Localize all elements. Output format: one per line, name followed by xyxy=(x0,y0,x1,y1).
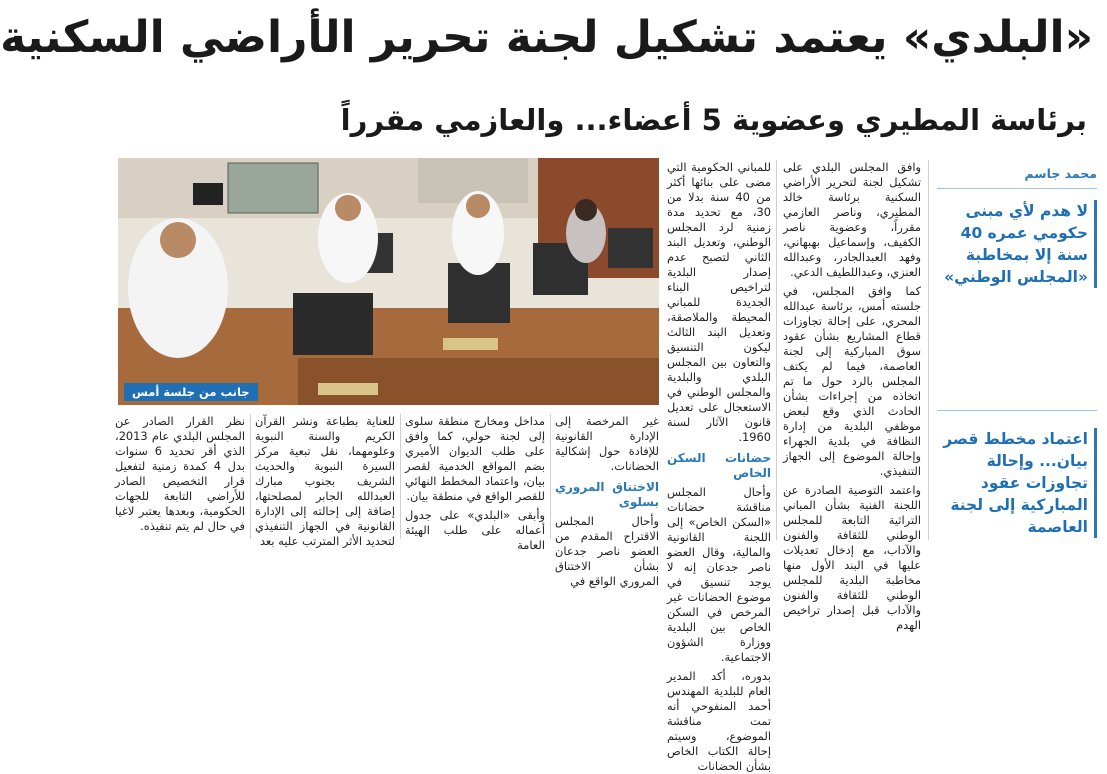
article-column-c xyxy=(255,414,395,548)
sidebar xyxy=(937,160,1097,540)
paragraph: بدوره، أكد المدير العام للبلدية المهندس أحمد المنفوحي أنه تمت مناقشة الموضوع، وسيتم إحالة الكتاب الخاص بشأن الحضانات xyxy=(667,669,771,773)
column-separator xyxy=(400,414,401,539)
sidebar-highlight-1: لا هدم لأي مبنى حكومي عمره 40 سنة إلا بمخاطبة «المجلس الوطني» xyxy=(937,200,1097,288)
headline: «البلدي» يعتمد تشكيل لجنة تحرير الأراضي السكنية xyxy=(0,12,1093,63)
author-byline: محمد جاسم xyxy=(1024,166,1097,181)
paragraph: للعناية بطباعة ونشر القرآن الكريم والسنة النبوية وعلومهما، نقل تبعية مركز السيرة النبوية والحديث الشريف بجنوب مبارك العبدالله الجابر لمصلحتها، إضافة إلى إحالته إلى الإدارة القانونية في الجهاز التنفيذي لتحديد الأثر المترتب عليه بعد xyxy=(255,414,395,548)
sidebar-highlight-2: اعتماد مخطط قصر بيان... وإحالة تجاوزات عقود المباركية إلى لجنة العاصمة xyxy=(937,428,1097,538)
paragraph: وأبقى «البلدي» على جدول أعماله على طلب الهيئة العامة xyxy=(405,508,545,552)
article-column-2 xyxy=(667,160,771,773)
article-column-b xyxy=(405,414,545,552)
paragraph: وأحال المجلس الاقتراح المقدم من العضو ناصر جدعان بشأن الاختناق المروري الواقع في xyxy=(555,514,659,588)
subheadline: برئاسة المطيري وعضوية 5 أعضاء... والعازمي مقرراً xyxy=(340,103,1087,137)
article-column-1 xyxy=(783,160,921,632)
column-separator xyxy=(250,414,251,539)
column-separator xyxy=(776,160,777,540)
section-subtitle: الاختناق المروري بسلوى xyxy=(555,480,659,509)
photo-caption: جانب من جلسة أمس xyxy=(124,383,258,401)
paragraph: كما وافق المجلس، في جلسته أمس، برئاسة عبدالله المحري، على إحالة تجاوزات قطاع المشاريع بشأن عقود سوق المباركية إلى لجنة العاصمة، فيما لم يكتف المجلس بالرد حول ما تم اتخاذه من إجراءات بشأن الحادث الذي وقع لبعض موظفي البلدية من إدارة النظافة في بلدية الجهراء وإحالة الموضوع إلى الجهاز التنفيذي. xyxy=(783,284,921,478)
council-session-illustration xyxy=(118,158,659,405)
paragraph: غير المرخصة إلى الإدارة القانونية للإفادة حول إشكالية الحضانات. xyxy=(555,414,659,473)
column-separator xyxy=(928,160,929,540)
paragraph: للمباني الحكومية التي مضى على بنائها أكثر من 40 سنة بدلا من 30، مع تحديد مدة زمنية لرد المجلس الوطني، وتعديل البند الثاني لتصبح عدم إصدار البلدية لتراخيص البناء الجديدة للمباني المحيطة والملاصقة، وتعديل البند الثالث ليكون التنسيق والتعاون بين المجلس البلدي والبلدية والمجلس الوطني في الاستعجال على تعديل قانون الآثار لسنة 1960. xyxy=(667,160,771,444)
session-photo xyxy=(118,158,659,405)
article-column-a xyxy=(555,414,659,588)
paragraph: واعتمد التوصية الصادرة عن اللجنة الفنية بشأن المباني التراثية التابعة للمجلس الوطني للثقافة والفنون والآداب، مع إدخال تعديلات عليها في البند الأول منها مخاطبة البلدية للمجلس الوطني للثقافة والفنون والآداب قبل إصدار تراخيص الهدم xyxy=(783,483,921,632)
paragraph: مداخل ومخارج منطقة سلوى إلى لجنة حولي، كما وافق على طلب الديوان الأميري بضم المواقع الخدمية لقصر بيان، واعتماد المخطط النهائي للقصر الواقع في منطقة بيان. xyxy=(405,414,545,503)
paragraph: نظر القرار الصادر عن المجلس البلدي عام 2013، الذي أقر تحديد 6 سنوات بدل 4 كمدة زمنية لتفعيل قرار التخصيص الصادر للأراضي التابعة للجهات الحكومية، وبعدها يعتبر لاغيا في حال لم يتم تنفيذه. xyxy=(115,414,245,533)
article-column-d xyxy=(115,414,245,539)
paragraph: وافق المجلس البلدي على تشكيل لجنة لتحرير الأراضي السكنية برئاسة خالد المطيري، وناصر العازمي مقرراً، وعضوية ناصر الكفيف، وإسماعيل بهبهاني، وفهد العبدالجادر، وعبدالله العنزي، وعبداللطيف الدعي. xyxy=(783,160,921,279)
paragraph: وأحال المجلس مناقشة حضانات «السكن الخاص» إلى اللجنة القانونية والمالية، وقال العضو ناصر جدعان إنه لا يوجد تنسيق في موضوع الحضانات غير المرخص في السكن الخاص بين البلدية ووزارة الشؤون الاجتماعية. xyxy=(667,485,771,664)
column-separator xyxy=(550,414,551,539)
sidebar-divider xyxy=(937,188,1097,189)
section-subtitle: حضانات السكن الخاص xyxy=(667,451,771,480)
sidebar-divider xyxy=(937,410,1097,411)
